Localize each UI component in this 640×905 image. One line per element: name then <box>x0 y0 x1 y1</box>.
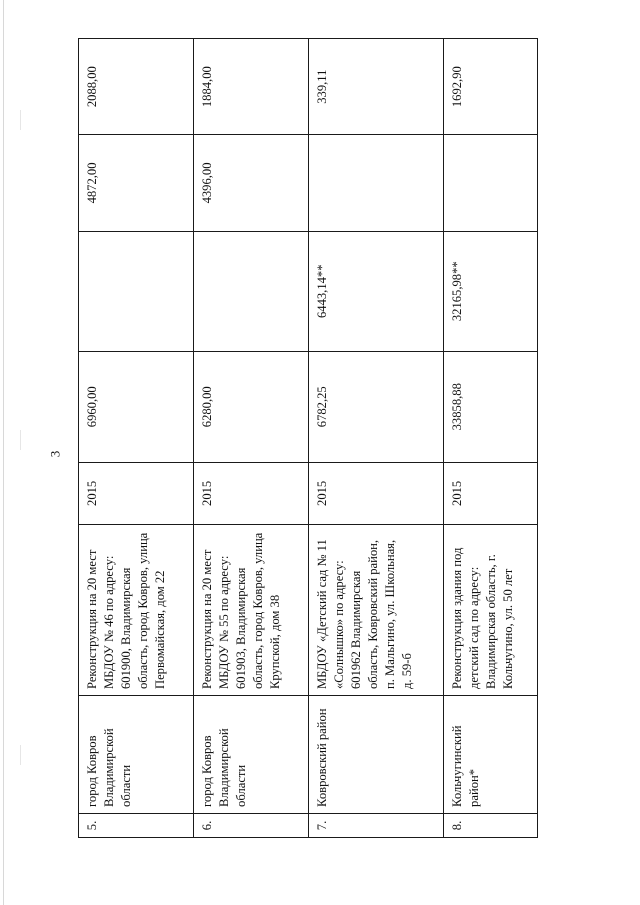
row-number: 8. <box>443 813 537 837</box>
region-cell: город Ковров Владимирской области <box>79 696 194 814</box>
year-cell: 2015 <box>308 462 443 525</box>
total-cost-cell: 6782,25 <box>308 351 443 462</box>
page-number: 3 <box>47 450 63 458</box>
table-row <box>308 39 443 838</box>
regional-funds-cell: 4872,00 <box>79 135 194 231</box>
row-number: 7. <box>308 813 443 837</box>
rotated-table-container <box>78 38 538 838</box>
object-cell: Реконструкция здания под детский сад по адресу: Владимирская область, г. Кольчугино, ул. 50 лет <box>443 525 537 696</box>
local-funds-cell: 2088,00 <box>79 39 194 135</box>
region-cell: город Ковров Владимирской области <box>193 696 308 814</box>
scan-mark <box>20 110 21 130</box>
table-row <box>193 39 308 838</box>
local-funds-cell: 1692,90 <box>443 39 537 135</box>
federal-funds-cell <box>79 231 194 351</box>
year-cell: 2015 <box>193 462 308 525</box>
year-cell: 2015 <box>79 462 194 525</box>
total-cost-cell: 33858,88 <box>443 351 537 462</box>
scan-edge <box>3 0 4 905</box>
local-funds-cell: 1884,00 <box>193 39 308 135</box>
object-cell: Реконструкция на 20 мест МБДОУ № 46 по адресу: 601900, Владимирская область, город Ковров, улица Первомайская, дом 22 <box>79 525 194 696</box>
table-row <box>443 39 537 838</box>
total-cost-cell: 6280,00 <box>193 351 308 462</box>
regional-funds-cell: 4396,00 <box>193 135 308 231</box>
region-cell: Кольчугинский район* <box>443 696 537 814</box>
row-number: 5. <box>79 813 194 837</box>
year-cell: 2015 <box>443 462 537 525</box>
object-cell: МБДОУ «Детский сад № 11 «Солнышко» по адресу: 601962 Владимирская область, Ковровский район, п. Мальгино, ул. Школьная, д. 59-б <box>308 525 443 696</box>
scan-mark <box>20 745 21 765</box>
regional-funds-cell <box>443 135 537 231</box>
regional-funds-cell <box>308 135 443 231</box>
local-funds-cell: 339,11 <box>308 39 443 135</box>
scan-mark <box>20 430 21 450</box>
federal-funds-cell: 6443,14** <box>308 231 443 351</box>
federal-funds-cell: 32165,98** <box>443 231 537 351</box>
object-cell: Реконструкция на 20 мест МБДОУ № 55 по адресу: 601903, Владимирская область, город Ковров, улица Крупской, дом 38 <box>193 525 308 696</box>
objects-table <box>78 38 538 838</box>
table-row <box>79 39 194 838</box>
row-number: 6. <box>193 813 308 837</box>
total-cost-cell: 6960,00 <box>79 351 194 462</box>
region-cell: Ковровский район <box>308 696 443 814</box>
federal-funds-cell <box>193 231 308 351</box>
